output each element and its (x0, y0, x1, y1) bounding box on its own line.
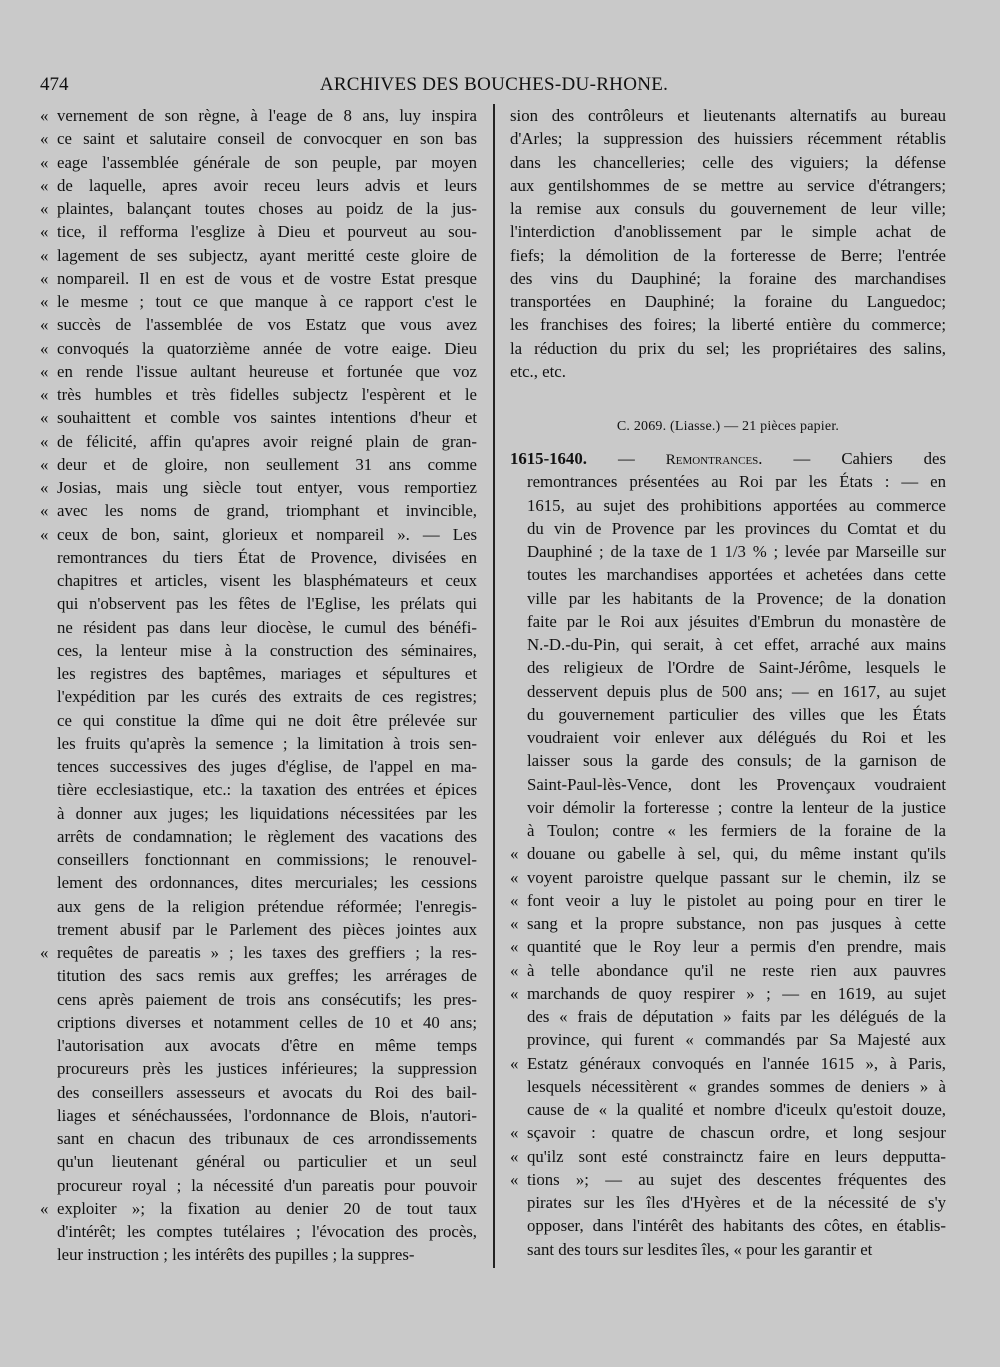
text-line (40, 406, 477, 429)
text-line (40, 778, 477, 801)
quote-mark: « (510, 914, 519, 933)
text-line (510, 889, 946, 912)
text-line (40, 732, 477, 755)
quote-mark: « (510, 960, 519, 980)
line-text: qui n'observent pas les fêtes de l'Eglise, les prélats qui (57, 594, 477, 614)
line-text: 1615, au sujet des prohibitions apportées au commerce (527, 495, 946, 515)
line-text: l'expédition par les curés des extraits de ces registres; (57, 687, 477, 707)
page-number: 474 (40, 74, 69, 95)
quote-mark: « (510, 937, 519, 957)
line-text: conseillers fonctionnant en commissions; le renouvel- (57, 850, 477, 869)
text-line (510, 470, 946, 493)
line-text: voudraient voir enlever aux délégués du Roi et les (527, 728, 946, 747)
line-text: en rende l'issue aultant heureuse et fortunée que voz (57, 361, 477, 381)
entry-date: 1615-1640. (510, 449, 587, 468)
line-text: convoqués la quatorzième année de votre eaige. Dieu (57, 338, 477, 358)
entry-first-line-rest: . — Cahiers des (758, 449, 946, 468)
line-text: succès de l'assemblée de vos Estatz que vous avez (57, 315, 477, 335)
text-line: des vins du Dauphiné; la foraine des marchandises (510, 268, 946, 288)
text-line (40, 1220, 477, 1243)
text-line: sion des contrôleurs et lieutenants alternatifs au bureau (510, 106, 946, 125)
line-text: qu'un lieutenant général ou particulier et un seul (57, 1152, 477, 1172)
text-line (40, 1127, 477, 1150)
line-text: sçavoir : quatre de chascun ordre, et long sesjour (527, 1123, 946, 1143)
running-title: ARCHIVES DES BOUCHES-DU-RHONE. (319, 74, 669, 95)
text-line (510, 866, 946, 889)
text-line (40, 1174, 477, 1197)
text-line (40, 383, 477, 406)
text-line (40, 964, 477, 987)
text-line: l'interdiction d'anoblissement par le simple achat de (510, 222, 946, 242)
column-divider (493, 104, 495, 1268)
right-column-continuation (510, 104, 946, 383)
quote-mark: « (40, 524, 49, 544)
line-text: cens après paiement de trois ans consécutifs; les pres- (57, 989, 477, 1009)
text-line (40, 685, 477, 708)
line-text: titution des sacs remis aux greffes; les arrérages de (57, 966, 477, 986)
text-line (40, 290, 477, 313)
text-line: les franchises des foires; la liberté entière du commerce; (510, 315, 946, 335)
line-text: sant en chacun des tribunaux de ces arrondissements (57, 1129, 477, 1148)
line-text: criptions diverses et notamment celles de 10 et 40 ans; (57, 1012, 477, 1032)
quote-mark: « (510, 1053, 519, 1073)
line-text: liages et sénéchaussées, l'ordonnance de Blois, n'autori- (57, 1105, 477, 1125)
text-line (510, 633, 946, 656)
text-line (40, 313, 477, 336)
text-line (510, 773, 946, 796)
text-line: la réduction du prix du sel; les propriétaires des salins, (510, 338, 946, 358)
text-line (510, 1214, 946, 1237)
line-text: du vin de Provence par les provinces du Comtat et du (527, 518, 946, 538)
quote-mark: « (40, 385, 49, 404)
text-line (510, 1145, 946, 1168)
text-line (40, 453, 477, 476)
line-text: à donner aux juges; les liquidations nécessitées par les (57, 803, 477, 823)
text-line (40, 941, 477, 964)
text-line: d'Arles; la suppression des huissiers récemment rétablis (510, 129, 946, 149)
quote-mark: « (40, 338, 49, 358)
page-header (40, 74, 948, 100)
text-line (510, 1191, 946, 1214)
text-line (510, 1052, 946, 1075)
quote-mark: « (40, 245, 49, 265)
line-text: procureurs près les justices inférieures; la suppression (57, 1059, 477, 1079)
line-text: chapitres et articles, visent les blasphémateurs et ceux (57, 571, 477, 590)
text-line (40, 244, 477, 267)
line-text: tice, il refforma l'esglize à Dieu et pourveut au sou- (57, 222, 477, 242)
line-text: remontrances présentées au Roi par les États : — en (527, 472, 946, 492)
text-line (40, 104, 477, 127)
text-line (40, 895, 477, 918)
line-text: ceux de bon, saint, glorieux et nompareil ». — Les (57, 524, 477, 544)
line-text: ces, la lenteur mise à la construction des séminaires, (57, 640, 477, 660)
text-line (40, 1011, 477, 1034)
line-text: vernement de son règne, à l'eage de 8 ans, luy inspira (57, 106, 477, 125)
text-line (510, 1121, 946, 1144)
text-line (510, 517, 946, 540)
text-line (510, 819, 946, 842)
line-text: lesquels nécessitèrent « grandes sommes de deniers » à (527, 1076, 946, 1096)
text-line (510, 726, 946, 749)
text-line (40, 616, 477, 639)
text-line (40, 1034, 477, 1057)
line-text: Saint-Paul-lès-Vence, dont les Provençaux voudraient (527, 774, 946, 794)
line-text: ville par les habitants de la Provence; de la donation (527, 588, 946, 608)
line-text: voyent paroistre quelque passant sur le chemin, ilz se (527, 867, 946, 887)
text-line (40, 220, 477, 243)
line-text: N.-D.-du-Pin, qui serait, à cet effet, arraché aux mains (527, 635, 946, 654)
text-line (510, 1168, 946, 1191)
text-line (40, 755, 477, 778)
section-gap-small (510, 439, 946, 447)
text-line (510, 1098, 946, 1121)
line-text: faite par le Roi aux jésuites d'Embrun du monastère de (527, 611, 946, 631)
text-line (40, 1150, 477, 1173)
quote-mark: « (510, 983, 519, 1003)
text-line (40, 709, 477, 732)
quote-mark: « (510, 1169, 519, 1189)
quote-mark: « (40, 943, 49, 962)
line-text: des conseillers assesseurs et avocats du Roi des bail- (57, 1082, 477, 1102)
text-line (510, 656, 946, 679)
line-text: avec les noms de grand, triomphant et invincible, (57, 501, 477, 521)
text-line (510, 749, 946, 772)
text-line (40, 197, 477, 220)
line-text: laisser sous la garde des consuls; de la garnison de (527, 751, 946, 771)
text-line: aux gentilshommes de se mettre au service d'étrangers; (510, 175, 946, 195)
line-text: aux gens de la religion prétendue réformée; l'enregis- (57, 896, 477, 916)
line-text: eage l'assemblée générale de son peuple, par moyen (57, 152, 477, 172)
line-text: lement des ordonnances, dites mercuriales; les cessions (57, 873, 477, 893)
line-text: nompareil. Il en est de vous et de vostre Estat presque (57, 268, 477, 288)
text-line: etc., etc. (510, 361, 566, 381)
text-line (40, 360, 477, 383)
quote-mark: « (510, 844, 519, 864)
line-text: douane ou gabelle à sel, qui, du même instant qu'ils (527, 844, 946, 864)
entry-body (510, 470, 946, 1261)
line-text: les fruits qu'après la semence ; la limitation à trois sen- (57, 733, 477, 753)
text-line (40, 569, 477, 592)
line-text: des « frais de députation » faits par les délégués de la (527, 1007, 946, 1026)
text-line (40, 639, 477, 662)
line-text: voir démolir la forteresse ; contre la lenteur de la justice (527, 797, 946, 817)
line-text: ne résident pas dans leur diocèse, le cumul des bénéfi- (57, 617, 477, 637)
text-line (510, 959, 946, 982)
quote-mark: « (510, 1123, 519, 1143)
text-line (40, 430, 477, 453)
text-line (40, 848, 477, 871)
line-text: du gouvernement particulier des villes que les États (527, 704, 946, 724)
quote-mark: « (510, 1146, 519, 1166)
quote-mark: « (40, 431, 49, 451)
text-line (510, 1075, 946, 1098)
text-line (40, 592, 477, 615)
text-line: fiefs; la démolition de la forteresse de Berre; l'entrée (510, 245, 946, 265)
line-text: deur et de gloire, non seullement 31 ans comme (57, 454, 477, 474)
line-text: à telle abondance qu'il ne reste rien aux pauvres (527, 960, 946, 980)
quote-mark: « (40, 478, 49, 497)
text-line (40, 662, 477, 685)
quote-mark: « (40, 454, 49, 474)
quote-mark: « (510, 890, 519, 910)
line-text: arrêts de condamnation; le règlement des vacations des (57, 826, 477, 846)
line-text: les registres des baptêmes, mariages et sépultures et (57, 664, 477, 683)
line-text: Dauphiné ; de la taxe de 1 1/3 % ; levée par Marseille sur (527, 542, 946, 561)
text-line (510, 540, 946, 563)
archive-cote: C. 2069. (Liasse.) — 21 pièces papier. (616, 419, 840, 434)
quote-mark: « (40, 175, 49, 195)
text-line (510, 703, 946, 726)
quote-mark: « (40, 129, 49, 149)
line-text: l'autorisation aux avocats d'être en même temps (57, 1036, 477, 1055)
text-line (40, 499, 477, 522)
text-line: transportées en Dauphiné; la foraine du Languedoc; (510, 292, 946, 311)
section-gap (510, 383, 946, 415)
quote-mark: « (40, 292, 49, 311)
entry-dash: — (586, 449, 666, 468)
entry-heading-line (510, 447, 946, 470)
text-line (510, 1238, 946, 1261)
text-line (510, 610, 946, 633)
line-text: d'intérêt; les comptes tutélaires ; l'évocation des procès, (57, 1222, 477, 1241)
quote-mark: « (40, 106, 49, 125)
line-text: toutes les marchandises apportées et achetées dans cette (527, 565, 946, 585)
line-text: très humbles et très fidelles subjectz l'espèrent et le (57, 385, 477, 404)
line-text: sant des tours sur lesdites îles, « pour les garantir et (527, 1239, 873, 1259)
line-text: Estatz généraux convoqués en l'année 1615 », à Paris, (527, 1053, 946, 1073)
text-line (40, 1197, 477, 1220)
quote-mark: « (40, 315, 49, 335)
line-text: Josias, mais ung siècle tout entyer, vous remportiez (57, 478, 477, 497)
text-line (40, 267, 477, 290)
left-column (40, 104, 477, 1267)
text-line (40, 337, 477, 360)
text-line (40, 825, 477, 848)
line-text: des religieux de l'Ordre de Saint-Jérôme, lesquels le (527, 658, 946, 678)
text-line (510, 842, 946, 865)
line-text: marchands de quoy respirer » ; — en 1619, au sujet (527, 983, 946, 1003)
line-text: quantité que le Roy leur a permis d'en prendre, mais (527, 937, 946, 957)
line-text: lagement de ses subjectz, ayant meritté ceste gloire de (57, 245, 477, 265)
text-line (40, 151, 477, 174)
line-text: tions »; — au sujet des descentes fréquentes des (527, 1169, 946, 1189)
quote-mark: « (40, 361, 49, 381)
line-text: trement abusif par le Parlement des pièces jointes aux (57, 919, 477, 939)
line-text: de laquelle, apres avoir receu leurs advis et leurs (57, 175, 477, 195)
quote-mark: « (40, 152, 49, 172)
line-text: province, qui furent « commandés par Sa Majesté aux (527, 1030, 946, 1050)
text-line (40, 523, 477, 546)
text-line (510, 912, 946, 935)
text-line (40, 476, 477, 499)
text-line (40, 1057, 477, 1080)
quote-mark: « (40, 501, 49, 521)
entry-rubrique: Remontrances (665, 452, 759, 468)
text-line (510, 587, 946, 610)
line-text: souhaittent et comble vos saintes intentions d'heur et (57, 408, 477, 428)
text-line (40, 127, 477, 150)
line-text: tences successives des juges d'église, de l'appel en ma- (57, 757, 477, 776)
line-text: tière ecclesiastique, etc.: la taxation des entrées et épices (57, 780, 477, 800)
text-line (40, 1104, 477, 1127)
line-text: ce qui constitue la dîme qui ne doit être prélevée sur (57, 710, 477, 730)
line-text: plaintes, balançant toutes choses au poidz de la jus- (57, 199, 477, 218)
quote-mark: « (40, 199, 49, 218)
quote-mark: « (40, 1198, 49, 1218)
line-text: pirates sur les îles d'Hyères et de la nécessité de s'y (527, 1193, 946, 1212)
line-text: procureur royal ; la nécessité d'un pareatis pour pouvoir (57, 1175, 477, 1195)
line-text: qu'ilz sont esté constrainctz faire en leurs depputta- (527, 1146, 946, 1166)
text-line (40, 988, 477, 1011)
line-text: font veoir a luy le pistolet au poing pour en tirer le (527, 890, 946, 910)
quote-mark: « (40, 408, 49, 428)
line-text: de félicité, affin qu'apres avoir reigné plain de gran- (57, 431, 477, 451)
text-line (510, 935, 946, 958)
text-line (40, 174, 477, 197)
text-line (510, 680, 946, 703)
text-line (510, 796, 946, 819)
line-text: requêtes de pareatis » ; les taxes des greffiers ; la res- (57, 943, 477, 962)
text-line: dans les chancelleries; celle des viguiers; la défense (510, 152, 946, 172)
line-text: opposer, dans l'intérêt des habitants des côtes, en établis- (527, 1216, 946, 1236)
text-line (40, 871, 477, 894)
line-text: desservent depuis plus de 500 ans; — en 1617, au sujet (527, 681, 946, 701)
text-line: la remise aux consuls du gouvernement de leur ville; (510, 199, 946, 218)
text-line (510, 494, 946, 517)
line-text: le mesme ; tout ce que manque à ce rapport c'est le (57, 292, 477, 311)
text-line (40, 1243, 477, 1266)
line-text: à Toulon; contre « les fermiers de la foraine de la (527, 821, 946, 840)
quote-mark: « (510, 867, 519, 887)
quote-mark: « (40, 222, 49, 242)
text-line (510, 1005, 946, 1028)
text-line (40, 546, 477, 569)
line-text: remontrances du tiers État de Provence, divisées en (57, 547, 477, 567)
text-line (40, 802, 477, 825)
text-line (40, 918, 477, 941)
line-text: ce saint et salutaire conseil de convocquer en son bas (57, 129, 477, 149)
text-line (510, 563, 946, 586)
text-line (510, 1028, 946, 1051)
text-line (510, 982, 946, 1005)
line-text: leur instruction ; les intérêts des pupilles ; la suppres- (57, 1245, 415, 1265)
line-text: exploiter »; la fixation au denier 20 de tout taux (57, 1198, 477, 1218)
line-text: cause de « la qualité et nombre d'iceulx qu'estoit douze, (527, 1100, 946, 1119)
quote-mark: « (40, 268, 49, 288)
text-line (40, 1081, 477, 1104)
line-text: sang et la propre substance, non pas jusques à cette (527, 914, 946, 933)
right-column (510, 104, 946, 1261)
